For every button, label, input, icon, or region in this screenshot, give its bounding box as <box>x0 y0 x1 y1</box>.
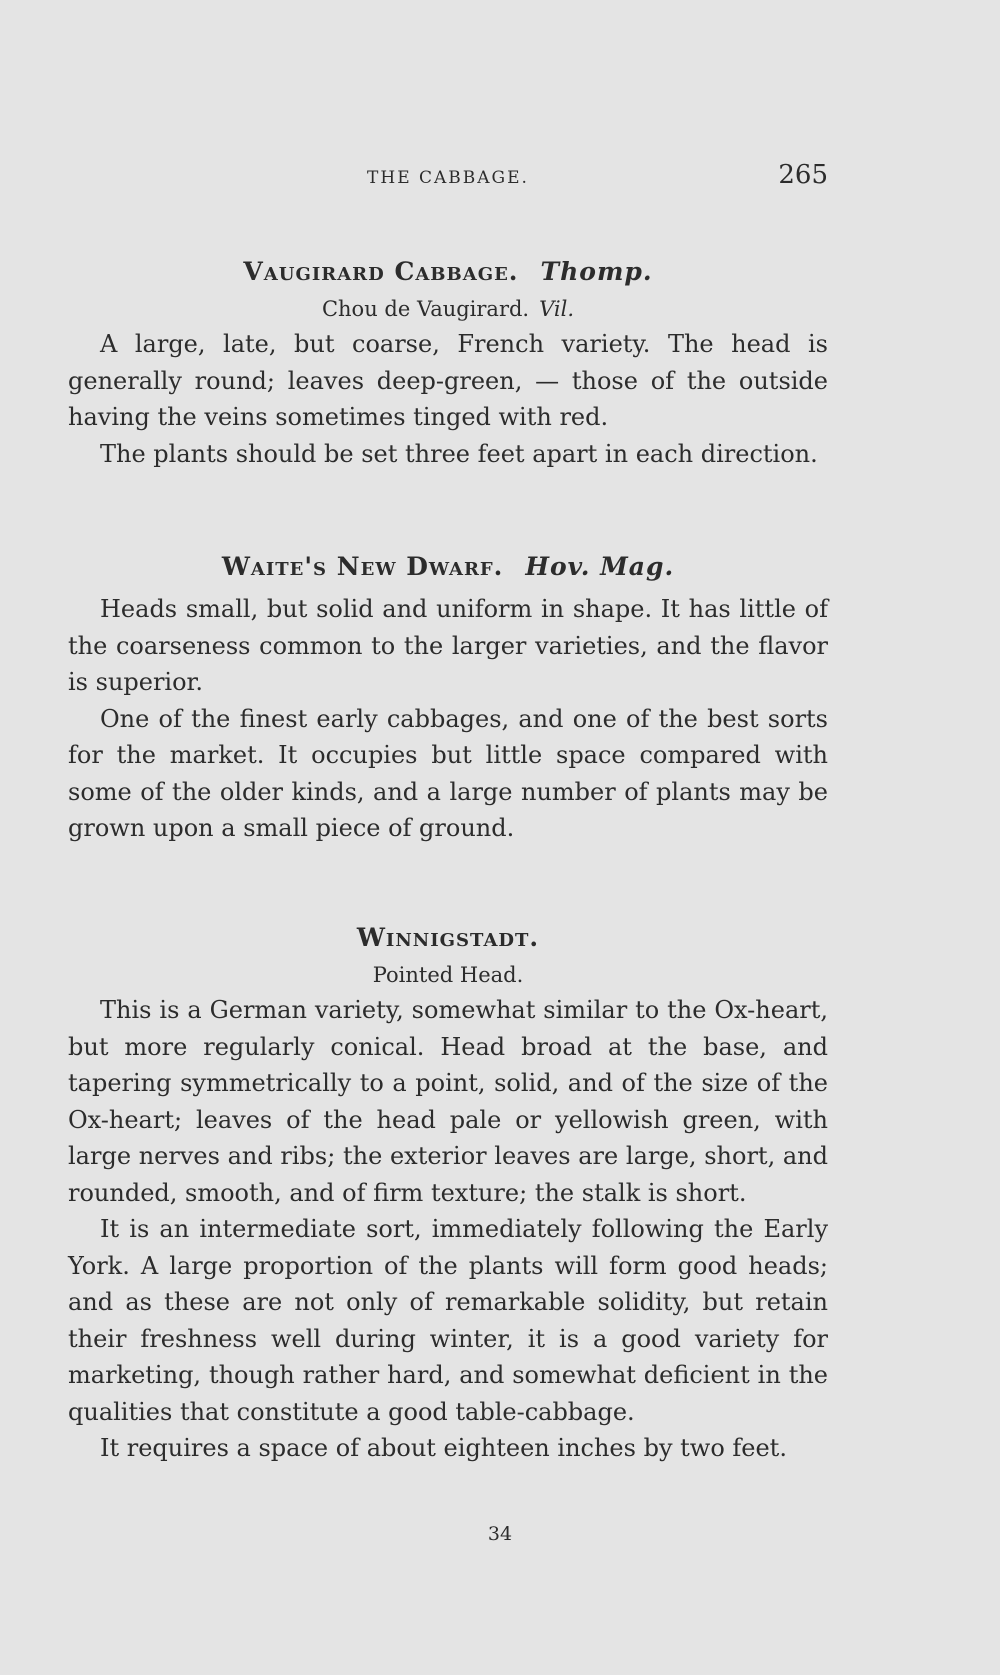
paragraph: This is a German variety, somewhat similar to the Ox-heart, but more regularly conical. Head broad at the base, and tapering symmetrically to a point, solid, and of the size of the Ox-heart; leaves of the head pale or yellowish green, with large nerves and ribs; the exterior leaves are large, short, and rounded, smooth, and of firm texture; the stalk is short. <box>68 996 828 1207</box>
paragraph: A large, late, but coarse, French variety. The head is generally round; leaves deep-green, — those of the outside having the veins sometimes tinged with red. <box>68 330 828 431</box>
synonym-authority: Vil. <box>539 297 575 321</box>
paragraph: It requires a space of about eighteen inches by two feet. <box>100 1434 787 1462</box>
entry-heading <box>68 922 828 954</box>
entry-waites-new-dwarf <box>68 551 828 847</box>
synonym-name: Chou de Vaugirard. <box>321 297 530 321</box>
entry-heading <box>68 551 828 583</box>
running-title: THE CABBAGE. <box>367 168 529 188</box>
authority-citation: Thomp. <box>540 257 653 286</box>
variety-name: Vaugirard Cabbage. <box>243 257 519 286</box>
variety-name: Winnigstadt. <box>356 923 540 952</box>
entry-winnigstadt <box>68 922 828 1467</box>
paragraph: Heads small, but solid and uniform in shape. It has little of the coarseness common to the larger varieties, and the flavor is superior. <box>68 595 828 696</box>
authority-citation: Hov. Mag. <box>525 552 675 581</box>
synonym-line <box>68 292 828 326</box>
running-head <box>68 160 828 200</box>
signature-mark: 34 <box>487 1523 513 1545</box>
variety-name: Waite's New Dwarf. <box>221 552 504 581</box>
paragraph: One of the finest early cabbages, and one of the best sorts for the market. It occupies but little space compared with some of the older kinds, and a large number of plants may be grown upon a small piece of ground. <box>68 704 828 842</box>
synonym-name: Pointed Head. <box>372 963 524 987</box>
paragraph: The plants should be set three feet apart in each direction. <box>100 439 818 468</box>
paragraph: It is an intermediate sort, immediately following the Early York. A large proportion of the plants will form good heads; and as these are not only of remarkable solidity, but retain their freshness well during winter, it is a good variety for marketing, though rather hard, and somewhat deficient in the qualities that constitute a good table-cabbage. <box>68 1215 828 1426</box>
synonym-line <box>68 958 828 992</box>
entry-vaugirard <box>68 256 828 472</box>
page-number: 265 <box>778 160 828 190</box>
entry-heading <box>68 256 828 288</box>
